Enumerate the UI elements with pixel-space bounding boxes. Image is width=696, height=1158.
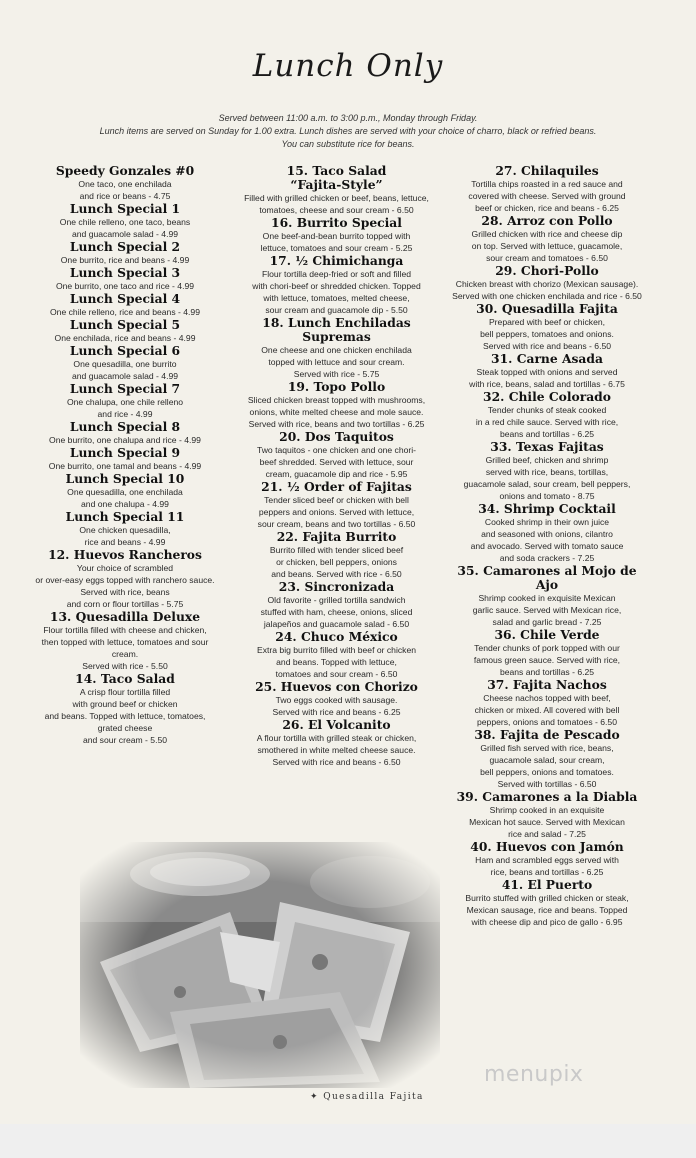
menu-item-description: One beef-and-bean burrito topped with lettuce, tomatoes and sour cream - 5.25 (260, 231, 413, 253)
menu-item (233, 316, 440, 380)
menu-item-name: 27. Chilaquiles (495, 163, 599, 178)
page-bottom-edge (0, 1124, 696, 1158)
intro-text: Served between 11:00 a.m. to 3:00 p.m., Monday through Friday. Lunch items are served on Sunday for 1.00 extra. Lunch dishes are served with your choice of charro, black or refried beans. You can substitute rice for beans. (99, 113, 597, 149)
menu-item (446, 214, 648, 264)
menu-item (233, 430, 440, 480)
menu-item-description: Grilled beef, chicken and shrimp served with rice, beans, tortillas, guacamole salad, sour cream, bell peppers, onions and tomato - 8.75 (463, 455, 631, 501)
menu-item-description: Burrito stuffed with grilled chicken or steak, Mexican sausage, rice and beans. Topped with cheese dip and pico de gallo - 6.95 (465, 893, 629, 927)
menu-item (22, 382, 228, 420)
menu-item (446, 164, 648, 214)
menu-item-description: One chalupa, one chile relleno and rice - 4.99 (66, 397, 184, 419)
menu-item-description: One chile relleno, one taco, beans and guacamole salad - 4.99 (59, 217, 191, 239)
menu-item-name: Lunch Special 1 (69, 201, 181, 216)
menu-item (446, 302, 648, 352)
menu-item (446, 502, 648, 564)
menu-item-name: 29. Chori-Pollo (495, 263, 599, 278)
menu-item (446, 352, 648, 390)
menu-item (446, 440, 648, 502)
menu-item-description: Steak topped with onions and served with rice, beans, salad and tortillas - 6.75 (469, 367, 625, 389)
menu-item-description: Tender chunks of pork topped with our famous green sauce. Served with rice, beans and tortillas - 6.25 (473, 643, 621, 677)
menu-item (233, 630, 440, 680)
menu-item (233, 580, 440, 630)
menu-item-name: Lunch Special 3 (69, 265, 181, 280)
menu-item-name: 23. Sincronizada (278, 579, 395, 594)
menu-item-description: Shrimp cooked in an exquisite Mexican hot sauce. Served with Mexican rice and salad - 7.25 (469, 805, 625, 839)
menu-item-name: 24. Chuco México (275, 629, 398, 644)
menu-item (22, 292, 228, 318)
menu-item (233, 480, 440, 530)
menu-item-name: 20. Dos Taquitos (279, 429, 394, 444)
menu-item-name: 33. Texas Fajitas (490, 439, 604, 454)
menu-item-description: Flour tortilla filled with cheese and chicken, then topped with lettuce, tomatoes and sour cream. Served with rice - 5.50 (41, 625, 209, 671)
menu-item (22, 164, 228, 202)
menu-item-name: 35. Camarones al Mojo de Ajo (457, 563, 637, 592)
menu-item-name: 18. Lunch Enchiladas Supremas (262, 315, 411, 344)
menu-item-description: One quesadilla, one enchilada and one chalupa - 4.99 (67, 487, 183, 509)
menu-item (233, 680, 440, 718)
menu-item-name: Lunch Special 4 (69, 291, 181, 306)
menu-item-name: 16. Burrito Special (271, 215, 402, 230)
menu-item (446, 878, 648, 928)
menu-item-description: Two eggs cooked with sausage. Served with rice and beans - 6.25 (272, 695, 401, 717)
menu-item-name: 12. Huevos Rancheros (48, 547, 202, 562)
menu-column-1 (22, 164, 228, 746)
menu-item (446, 790, 648, 840)
menu-item-description: Your choice of scrambled or over-easy eggs topped with ranchero sauce. Served with rice, beans and corn or flour tortillas - 5.75 (35, 563, 215, 609)
menu-item-name: 38. Fajita de Pescado (474, 727, 620, 742)
menu-item-description: Grilled chicken with rice and cheese dip on top. Served with lettuce, guacamole, sour cream and tomatoes - 6.50 (471, 229, 623, 263)
menu-item (22, 510, 228, 548)
menu-item-name: Lunch Special 6 (69, 343, 181, 358)
menu-item (22, 420, 228, 446)
menu-item-description: One cheese and one chicken enchilada topped with lettuce and sour cream. Served with rice - 5.75 (261, 345, 412, 379)
menu-item-description: Two taquitos - one chicken and one chori- beef shredded. Served with lettuce, sour cream, guacamole dip and rice - 5.95 (256, 445, 417, 479)
menu-item (22, 610, 228, 672)
menu-item-description: Old favorite - grilled tortilla sandwich stuffed with ham, cheese, onions, sliced jalapeños and guacamole salad - 6.50 (260, 595, 413, 629)
menu-item (22, 472, 228, 510)
menu-item-description: One burrito, rice and beans - 4.99 (60, 255, 190, 265)
menu-item-description: Tender chunks of steak cooked in a red chile sauce. Served with rice, beans and tortillas - 6.25 (475, 405, 619, 439)
menu-item-description: Shrimp cooked in exquisite Mexican garlic sauce. Served with Mexican rice, salad and garlic bread - 7.25 (472, 593, 622, 627)
menu-item-name: 41. El Puerto (501, 877, 593, 892)
menu-item (22, 240, 228, 266)
menu-item-description: One enchilada, rice and beans - 4.99 (54, 333, 196, 343)
menu-item (22, 344, 228, 382)
menu-item-name: 36. Chile Verde (494, 627, 600, 642)
menu-item-description: Grilled fish served with rice, beans, guacamole salad, sour cream, bell peppers, onions and tomatoes. Served with tortillas - 6.50 (480, 743, 614, 789)
menu-item-name: Lunch Special 2 (69, 239, 181, 254)
page-title: Lunch Only (252, 48, 444, 84)
menu-item-name: 34. Shrimp Cocktail (478, 501, 616, 516)
menu-item-description: One burrito, one taco and rice - 4.99 (55, 281, 195, 291)
menu-item-name: 15. Taco Salad “Fajita-Style” (286, 163, 387, 192)
menu-item-name: Lunch Special 5 (69, 317, 181, 332)
menu-item-description: One chicken quesadilla, rice and beans - 4.99 (79, 525, 171, 547)
menu-column-2 (233, 164, 440, 768)
menu-item-name: Lunch Special 10 (65, 471, 185, 486)
menu-item (22, 672, 228, 746)
menu-item-name: Lunch Special 7 (69, 381, 181, 396)
menu-item-name: Lunch Special 9 (69, 445, 181, 460)
menu-item-name: 14. Taco Salad (75, 671, 175, 686)
menu-item (233, 530, 440, 580)
menu-item-name: Lunch Special 8 (69, 419, 181, 434)
menu-item-description: One burrito, one chalupa and rice - 4.99 (49, 435, 201, 445)
menu-item (446, 728, 648, 790)
menu-item-name: 32. Chile Colorado (483, 389, 611, 404)
menu-item (446, 678, 648, 728)
menu-item (233, 718, 440, 768)
menu-item (446, 390, 648, 440)
menu-item-name: 31. Carne Asada (491, 351, 603, 366)
menu-item-description: One burrito, one tamal and beans - 4.99 (48, 461, 202, 471)
menu-item-description: One chile relleno, rice and beans - 4.99 (49, 307, 200, 317)
menu-item-name: 13. Quesadilla Deluxe (49, 609, 201, 624)
menu-item (22, 266, 228, 292)
menu-item-name: 37. Fajita Nachos (487, 677, 607, 692)
menu-item-description: Cheese nachos topped with beef, chicken or mixed. All covered with bell peppers, onions and tomatoes - 6.50 (474, 693, 620, 727)
menu-item-name: 39. Camarones a la Diabla (456, 789, 638, 804)
menu-item-name: Lunch Special 11 (65, 509, 185, 524)
watermark: menupix (484, 1062, 584, 1087)
menu-item (233, 254, 440, 316)
menu-item-name: 19. Topo Pollo (287, 379, 386, 394)
menu-item-description: Tortilla chips roasted in a red sauce and covered with cheese. Served with ground beef or chicken, rice and beans - 6.25 (468, 179, 626, 213)
menu-item (446, 840, 648, 878)
menu-item (233, 216, 440, 254)
menu-item-description: Extra big burrito filled with beef or chicken and beans. Topped with lettuce, tomatoes and sour cream - 6.50 (256, 645, 417, 679)
menu-item-name: 30. Quesadilla Fajita (476, 301, 618, 316)
menu-item-name: 22. Fajita Burrito (276, 529, 397, 544)
menu-item (233, 380, 440, 430)
menu-item-description: One taco, one enchilada and rice or beans - 4.75 (78, 179, 172, 201)
menu-item (22, 548, 228, 610)
menu-item-description: Ham and scrambled eggs served with rice, beans and tortillas - 6.25 (475, 855, 619, 877)
menu-column-3 (446, 164, 648, 928)
menu-item-name: 26. El Volcanito (282, 717, 391, 732)
menu-item-description: Sliced chicken breast topped with mushrooms, onions, white melted cheese and mole sauce. Served with rice, beans and two tortillas - 6.25 (247, 395, 426, 429)
menu-item-description: A crisp flour tortilla filled with ground beef or chicken and beans. Topped with lettuce, tomatoes, grated cheese and sour cream - 5.50 (44, 687, 206, 745)
menu-item (446, 264, 648, 302)
menu-item (22, 318, 228, 344)
menu-item-description: Prepared with beef or chicken, bell peppers, tomatoes and onions. Served with rice and beans - 6.50 (480, 317, 614, 351)
menu-item-description: Filled with grilled chicken or beef, beans, lettuce, tomatoes, cheese and sour cream - 6.50 (244, 193, 429, 215)
menu-item-name: 25. Huevos con Chorizo (255, 679, 418, 694)
food-photo (80, 842, 440, 1088)
menu-item-description: Cooked shrimp in their own juice and seasoned with onions, cilantro and avocado. Served with tomato sauce and soda crackers - 7.25 (470, 517, 624, 563)
menu-item-name: 21. ½ Order of Fajitas (261, 479, 412, 494)
menu-item-name: 28. Arroz con Pollo (481, 213, 613, 228)
menu-item (446, 564, 648, 628)
photo-caption: ✦ Quesadilla Fajita (310, 1092, 424, 1102)
menu-item-description: Tender sliced beef or chicken with bell peppers and onions. Served with lettuce, sour cream, beans and two tortillas - 6.50 (257, 495, 416, 529)
menu-item (22, 446, 228, 472)
menu-item-name: 40. Huevos con Jamón (470, 839, 624, 854)
menu-item-name: 17. ½ Chimichanga (269, 253, 404, 268)
menu-item (233, 164, 440, 216)
menu-item-description: Chicken breast with chorizo (Mexican sausage). Served with one chicken enchilada and rice - 6.50 (452, 279, 642, 301)
menu-item-name: Speedy Gonzales #0 (55, 163, 195, 178)
menu-item (446, 628, 648, 678)
menu-item-description: A flour tortilla with grilled steak or chicken, smothered in white melted cheese sauce. Served with rice and beans - 6.50 (256, 733, 417, 767)
menu-item-description: One quesadilla, one burrito and guacamole salad - 4.99 (71, 359, 179, 381)
menu-item-description: Flour tortilla deep-fried or soft and filled with chori-beef or shredded chicken. Topped with lettuce, tomatoes, melted cheese, sour cream and guacamole dip - 5.50 (252, 269, 421, 315)
menu-item-description: Burrito filled with tender sliced beef or chicken, bell peppers, onions and beans. Served with rice - 6.50 (269, 545, 404, 579)
menu-item (22, 202, 228, 240)
